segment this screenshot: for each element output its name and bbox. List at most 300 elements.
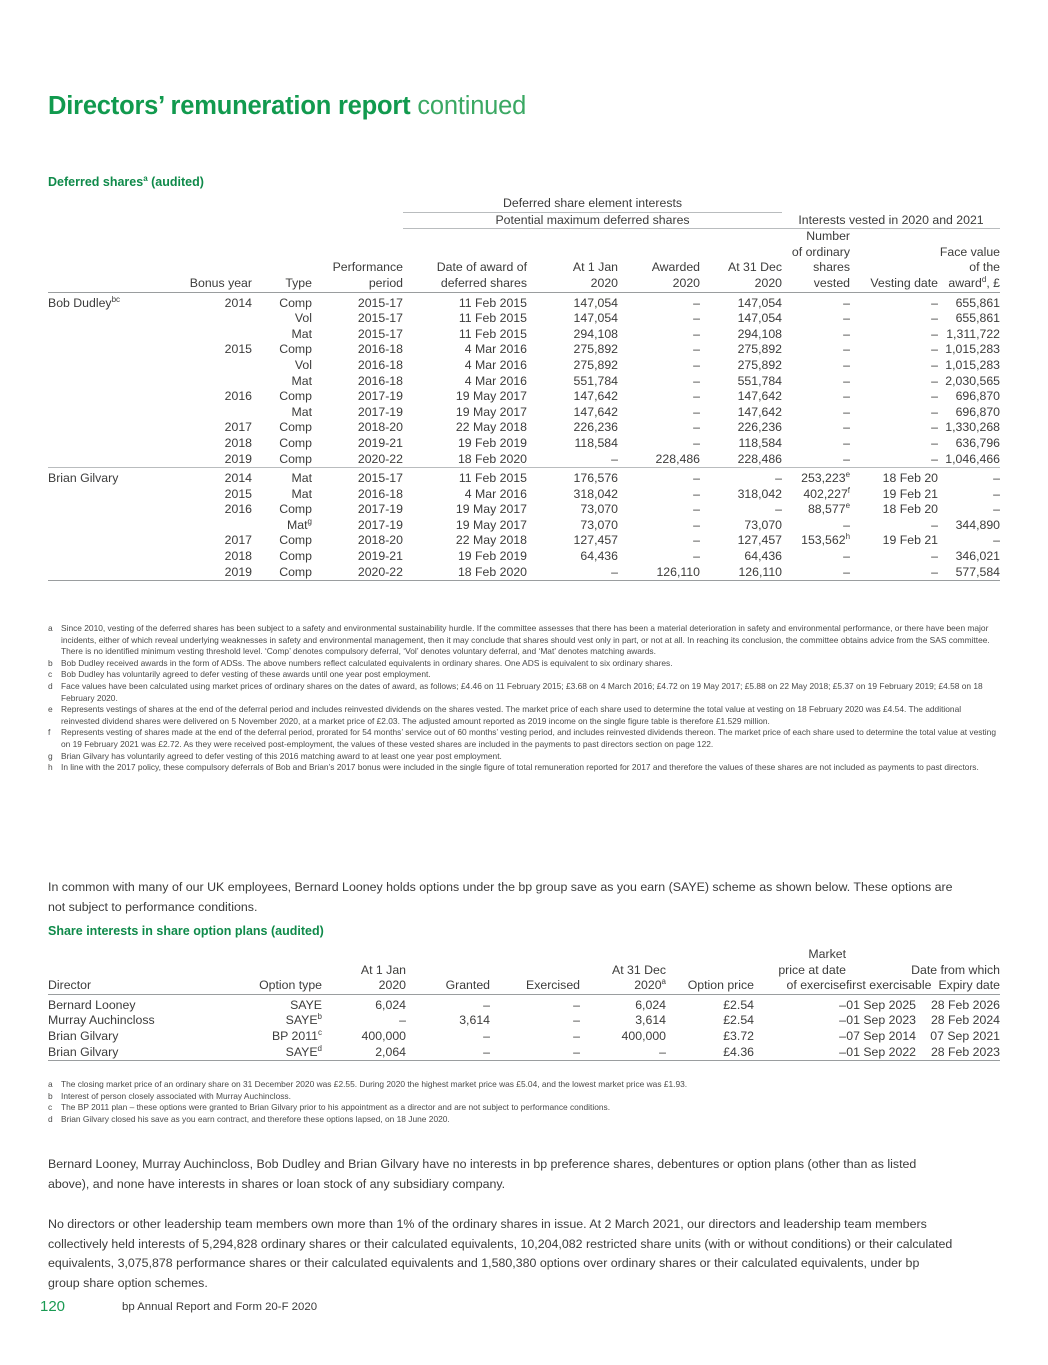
cell-face-value: 1,311,722 [946, 326, 1001, 341]
cell-awarded-2020: – [618, 468, 700, 487]
cell-at-1-jan-2020: 294,108 [573, 326, 618, 341]
cell-type: Comp [279, 342, 312, 357]
table-header-line-3 [48, 260, 1000, 276]
deferred-shares-footnotes [48, 623, 1000, 774]
director-name-footnote-mark: bc [111, 294, 121, 304]
cell-awarded-2020: – [693, 326, 700, 341]
cell-vesting-date: 19 Feb 21 [882, 533, 939, 548]
director-name [48, 327, 154, 343]
director-name [48, 420, 154, 436]
cell-vesting-date: 19 Feb 21 [882, 486, 939, 501]
cell-face-value: – [993, 533, 1001, 548]
cell-vesting-date: – [931, 373, 939, 388]
cell-at-31-dec-2020: 147,054 [737, 311, 783, 326]
cell-at-1-jan-2020: 147,642 [573, 389, 618, 404]
cell-performance-period: 2020-22 [357, 564, 403, 579]
col-vesting-date: Vesting date [870, 275, 939, 290]
footnote-marker: d [48, 680, 53, 691]
table-row [48, 452, 1000, 468]
col-first-exercisable-l1: Date from which [911, 962, 1000, 977]
footnote-marker: b [48, 657, 53, 668]
director-name [48, 518, 154, 534]
table-row [48, 549, 1000, 565]
cell-at-1-jan-2020: 64,436 [580, 549, 618, 564]
footnote-text: Represents vesting of shares made at the end of the deferral period, prorated for 54 months’ service out of 60 months’ vesting period, and includes reinvested dividends thereon. The market price of each share used to determine the total value at vesting on 19 February 2021 was £2.72. As they were received post-employment, the values of these vested shares are included in the payments to past directors section on page 122. [61, 727, 996, 749]
cell-type: Comp [252, 292, 312, 311]
cell-option-type-footnote-mark: d [317, 1043, 322, 1053]
cell-shares-vested: 88,577e [807, 501, 851, 517]
cell-awarded-2020: – [693, 486, 700, 501]
cell-granted: – [483, 1028, 490, 1043]
cell-shares-vested: – [843, 389, 851, 404]
cell-type: Vol [294, 311, 312, 326]
cell-market-price-at-exercise: – [839, 1028, 846, 1043]
cell-vesting-date: – [931, 342, 939, 357]
cell-type: Mat [291, 373, 312, 388]
cell-type-footnote-mark: g [307, 516, 312, 526]
cell-vesting-date: – [931, 326, 939, 341]
cell-date-of-award: 18 Feb 2020 [457, 451, 527, 466]
cell-shares-vested: – [843, 435, 851, 450]
footnote-marker: g [48, 750, 53, 761]
footnote [48, 727, 1000, 750]
cell-at-1-jan-2020: 2,064 [375, 1044, 406, 1059]
cell-first-exercisable: 01 Sep 2022 [846, 1044, 916, 1059]
cell-performance-period: 2019-21 [357, 549, 403, 564]
cell-at-31-dec-2020: 147,642 [737, 389, 783, 404]
table-row [48, 327, 1000, 343]
cell-vesting-date: – [850, 292, 938, 311]
cell-shares-vested: – [843, 311, 851, 326]
director-name [48, 487, 154, 503]
table-row [48, 502, 1000, 518]
cell-date-of-award: 18 Feb 2020 [457, 564, 527, 579]
cell-market-price-at-exercise: – [839, 1013, 846, 1028]
cell-awarded-2020: – [693, 311, 700, 326]
col-awarded-l1: Awarded [651, 260, 700, 275]
cell-at-1-jan-2020: 127,457 [573, 533, 618, 548]
cell-at-1-jan-2020: – [399, 1013, 406, 1028]
cell-date-of-award: 4 Mar 2016 [464, 342, 527, 357]
footnote [48, 681, 1000, 704]
col-option-type: Option type [259, 978, 322, 993]
footnote [48, 751, 1000, 763]
cell-at-31-dec-2020: 118,584 [738, 435, 783, 450]
cell-at-31-dec-2020: – [700, 468, 782, 487]
col-face-value-l1: Face value [939, 244, 1001, 259]
cell-shares-vested: – [843, 326, 851, 341]
cell-at-31-dec-2020: 318,042 [737, 486, 783, 501]
director-name [48, 358, 154, 374]
cell-at-31-dec-2020: – [775, 502, 783, 517]
col-market-price-l3: of exercise [786, 978, 846, 993]
col-at1jan-l2: 2020 [590, 275, 618, 290]
cell-performance-period: 2015-17 [312, 468, 403, 487]
col-date-award-l2: deferred shares [440, 275, 527, 290]
cell-performance-period: 2015-17 [357, 326, 403, 341]
footnote-marker: c [48, 669, 53, 680]
cell-date-of-award: 11 Feb 2015 [403, 468, 527, 487]
table-row [48, 342, 1000, 358]
table-row [48, 374, 1000, 390]
director-name [48, 342, 154, 358]
director-name: Brian Gilvary [48, 468, 154, 487]
table-header-line-4 [48, 276, 1000, 292]
cell-awarded-2020: – [693, 404, 700, 419]
deferred-shares-heading-tail: (audited) [147, 175, 204, 190]
cell-exercised: – [573, 1028, 580, 1043]
cell-at-1-jan-2020: – [611, 451, 618, 466]
cell-option-price: £2.54 [723, 1013, 754, 1028]
cell-at-31-dec-2020: 294,108 [737, 326, 783, 341]
cell-vesting-date: – [931, 404, 939, 419]
director-name [48, 533, 154, 549]
cell-shares-vested-footnote-mark: f [847, 485, 851, 495]
cell-type: Comp [279, 389, 312, 404]
cell-market-price-at-exercise: – [839, 1044, 846, 1059]
cell-director: Bernard Looney [48, 994, 196, 1013]
cell-shares-vested: – [843, 373, 851, 388]
cell-vesting-date: 18 Feb 20 [882, 502, 939, 517]
cell-shares-vested: 402,227$^f$ [803, 485, 851, 501]
footnote [48, 669, 1000, 681]
cell-awarded-2020: – [618, 292, 700, 311]
cell-date-of-award: 11 Feb 2015 [403, 292, 527, 311]
cell-bonus-year: 2017 [224, 533, 252, 548]
cell-type: Mat [252, 468, 312, 487]
cell-shares-vested: – [843, 517, 851, 532]
cell-performance-period: 2017-19 [357, 517, 403, 532]
director-name [48, 311, 154, 327]
cell-bonus-year: 2014 [154, 468, 252, 487]
footnote-marker: h [48, 762, 53, 773]
cell-granted: – [483, 1044, 490, 1059]
footnote-marker: e [48, 704, 53, 715]
footnote [48, 1102, 1000, 1114]
footnote-text: Represents vestings of shares at the end of the deferral period and includes reinvested dividends on the shares vested. The market price of each share used to determine the total value at vesting on 18 February 2020 was £4.54. The additional reinvested dividend shares were delivered on 5 November 2020, at a market price of £2.03. The adjusted amount reported as 2019 income on the single figure table is therefore £1.529 million. [61, 704, 962, 726]
cell-face-value: 344,890 [955, 517, 1001, 532]
cell-bonus-year: 2015 [224, 342, 252, 357]
table-row [48, 358, 1000, 374]
cell-bonus-year [154, 358, 252, 374]
cell-performance-period: 2016-18 [357, 373, 403, 388]
footnote-text: Interest of person closely associated with Murray Auchincloss. [61, 1090, 291, 1101]
cell-date-of-award: 4 Mar 2016 [464, 373, 527, 388]
cell-type: Comp [279, 564, 312, 579]
table-header-line-2 [48, 245, 1000, 261]
col-vested-l4: vested [813, 275, 851, 290]
col-performance-period-l2: period [368, 275, 403, 290]
cell-type: Mat [291, 404, 312, 419]
table-row [48, 487, 1000, 503]
footnote-marker: d [48, 1113, 53, 1124]
cell-type: Mat [291, 486, 312, 501]
col-opt-at31dec-footnote-mark: a [661, 977, 666, 987]
deferred-shares-heading-text: Deferred shares [48, 175, 144, 190]
group-header-deferred-share-element: Deferred share element interests [403, 196, 782, 212]
cell-at-31-dec-2020: 147,054 [700, 292, 782, 311]
cell-type: Comp [279, 451, 312, 466]
footnote [48, 1079, 1000, 1091]
cell-at-1-jan-2020: – [611, 564, 618, 579]
col-expiry-date: Expiry date [938, 978, 1000, 993]
footnote-marker: a [48, 623, 53, 633]
deferred-shares-heading-footnote-mark: a [143, 174, 148, 183]
director-name [48, 565, 154, 581]
cell-vesting-date: – [931, 435, 939, 450]
cell-granted: 3,614 [459, 1013, 490, 1028]
cell-date-of-award: 11 Feb 2015 [458, 311, 527, 326]
footer-page-number: 120 [40, 1298, 66, 1315]
cell-face-value: 696,870 [955, 389, 1001, 404]
cell-at-31-dec-2020: 127,457 [737, 533, 783, 548]
cell-at-31-dec-2020: 226,236 [737, 420, 783, 435]
col-opt-at1jan-l2: 2020 [378, 978, 406, 993]
footer-document-name: bp Annual Report and Form 20-F 2020 [122, 1301, 318, 1313]
cell-awarded-2020: 228,486 [655, 451, 700, 466]
cell-face-value: 1,015,283 [945, 357, 1001, 372]
col-opt-at31dec-l2: 2020$^a$ [634, 977, 666, 993]
cell-shares-vested: 153,562$^h$ [801, 532, 851, 548]
cell-date-of-award: 22 May 2018 [455, 420, 527, 435]
cell-awarded-2020: – [693, 420, 700, 435]
director-name [48, 452, 154, 468]
cell-at-1-jan-2020: 176,576 [527, 468, 618, 487]
cell-at-31-dec-2020: – [659, 1044, 666, 1059]
footnote-marker: c [48, 1102, 53, 1113]
col-at31dec-l2: 2020 [754, 275, 783, 290]
footnote-text: The BP 2011 plan – these options were granted to Brian Gilvary prior to his appointment as a director and are not subject to performance conditions. [61, 1102, 611, 1113]
cell-type: Vol [294, 357, 312, 372]
director-name [48, 389, 154, 405]
cell-face-value: – [993, 486, 1001, 501]
cell-exercised: – [573, 1013, 580, 1028]
cell-option-type: SAYE$^d$ [285, 1043, 322, 1059]
cell-shares-vested-footnote-mark: h [845, 532, 851, 542]
footnote-text: The closing market price of an ordinary share on 31 December 2020 was £2.55. During 2020 the highest market price was £5.04, and the lowest market price was £1.93. [61, 1079, 688, 1089]
footnote [48, 1091, 1000, 1103]
director-name [48, 436, 154, 452]
cell-awarded-2020: – [693, 373, 700, 388]
cell-exercised: – [490, 994, 580, 1013]
col-bonus-year: Bonus year [189, 275, 252, 290]
cell-vesting-date: 18 Feb 20 [850, 468, 938, 487]
cell-director: Brian Gilvary [48, 1044, 119, 1059]
cell-face-value: 636,796 [955, 435, 1001, 450]
cell-option-type: BP 2011$^c$ [271, 1027, 322, 1043]
cell-date-of-award: 19 May 2017 [455, 517, 527, 532]
page-title-main: Directors’ remuneration report [48, 92, 411, 120]
cell-type: Comp [279, 549, 312, 564]
cell-face-value: 655,861 [938, 292, 1000, 311]
cell-shares-vested: – [843, 420, 851, 435]
cell-face-value: 2,030,565 [945, 373, 1001, 388]
footnote-text: In line with the 2017 policy, these compulsory deferrals of Bob and Brian’s 2017 bonus were included in the single figure of total remuneration reported for 2017 and therefore the values of these shares are not included as payments to past directors. [61, 762, 979, 773]
col-market-price-l1: Market [808, 947, 846, 961]
col-type: Type [285, 275, 312, 290]
cell-bonus-year: 2016 [224, 502, 252, 517]
table-group-header-row-2 [48, 212, 1000, 229]
cell-at-1-jan-2020: 551,784 [573, 373, 618, 388]
cell-expiry-date: 28 Feb 2024 [930, 1013, 1000, 1028]
cell-bonus-year: 2018 [224, 549, 252, 564]
footnote-marker: f [48, 727, 51, 738]
share-option-plans-heading: Share interests in share option plans (audited) [48, 924, 324, 938]
footnote-text: Face values have been calculated using market prices of ordinary shares on the dates of award, as follows; £4.46 on 11 February 2015; £3.68 on 4 March 2016; £4.72 on 19 May 2017; £5.88 on 22 May 2018; £5.37 on 19 February 2019; £4.58 on 18 February 2020. [61, 680, 983, 703]
col-option-price: Option price [687, 978, 754, 993]
table-row [48, 405, 1000, 421]
cell-bonus-year: 2019 [224, 564, 252, 579]
footnote-text: Since 2010, vesting of the deferred shares has been subject to a safety and environmental sustainability hurdle. If the committee assesses that there has been a material deterioration in safety and environmental performance, or there have been major incidents, either of which reveal underlying weaknesses in safety and environmental management, then it may conclude that shares should vest only in part, or not at all. In reaching its conclusion, the committee obtains advice from the SAS committee. There is no identified minimum vesting threshold level. ‘Comp’ denotes compulsory deferral, ‘Vol’ denotes voluntary deferral, and ‘Mat’ denotes matching awards. [61, 623, 990, 657]
rule [48, 1061, 1000, 1064]
cell-at-1-jan-2020: 118,584 [574, 435, 618, 450]
page-title [48, 92, 526, 121]
options-header-line-3 [48, 978, 1000, 994]
cell-date-of-award: 19 Feb 2019 [457, 435, 527, 450]
cell-vesting-date: – [931, 357, 939, 372]
cell-face-value: 577,584 [955, 564, 1001, 579]
cell-face-value: – [993, 502, 1001, 517]
deferred-shares-table-body [48, 292, 1000, 583]
cell-performance-period: 2016-18 [357, 357, 403, 372]
cell-performance-period: 2016-18 [357, 486, 403, 501]
table-row [48, 436, 1000, 452]
cell-at-31-dec-2020: 551,784 [737, 373, 783, 388]
cell-at-1-jan-2020: 147,054 [527, 292, 618, 311]
cell-at-31-dec-2020: 126,110 [738, 564, 783, 579]
cell-shares-vested: – [843, 451, 851, 466]
cell-vesting-date: – [931, 517, 939, 532]
footnote [48, 762, 1000, 774]
cell-at-31-dec-2020: 400,000 [621, 1028, 666, 1043]
table-row [48, 292, 1000, 311]
cell-bonus-year: 2019 [224, 451, 252, 466]
cell-type: Comp [279, 420, 312, 435]
deferred-shares-table [48, 196, 1000, 583]
cell-option-price: £2.54 [666, 994, 754, 1013]
footnote [48, 658, 1000, 670]
col-at31dec-l1: At 31 Dec [728, 260, 783, 275]
table-row [48, 468, 1000, 487]
cell-shares-vested: – [843, 342, 851, 357]
table-row [48, 518, 1000, 534]
col-face-value-l3: award$^d$, £ [948, 274, 1001, 290]
footnote [48, 623, 1000, 658]
cell-at-31-dec-2020: 275,892 [737, 342, 783, 357]
cell-performance-period: 2017-19 [357, 502, 403, 517]
cell-performance-period: 2018-20 [357, 420, 403, 435]
cell-at-1-jan-2020: 6,024 [322, 994, 406, 1013]
deferred-shares-table-wrap [48, 196, 1000, 583]
cell-shares-vested: 253,223e [782, 468, 850, 487]
cell-option-price: £4.36 [723, 1044, 754, 1059]
col-first-exercisable-l2: first exercisable [846, 978, 932, 993]
cell-option-type-footnote-mark: b [317, 1012, 322, 1022]
cell-date-of-award: 4 Mar 2016 [464, 357, 527, 372]
col-face-value-footnote-mark: d [981, 274, 987, 284]
cell-performance-period: 2017-19 [357, 389, 403, 404]
director-name: Bob Dudley$^{bc}$ [48, 292, 154, 311]
col-at1jan-l1: At 1 Jan [572, 260, 618, 275]
table-row [48, 420, 1000, 436]
saye-intro-paragraph: In common with many of our UK employees, Bernard Looney holds options under the bp group save as you earn (SAYE) scheme as shown below. These options are not subject to performance conditions. [48, 880, 953, 914]
cell-type: Comp [279, 435, 312, 450]
cell-vesting-date: – [931, 389, 939, 404]
cell-expiry-date: 07 Sep 2021 [930, 1028, 1000, 1043]
director-name [48, 405, 154, 421]
options-header-line-1 [48, 947, 1000, 963]
table-row [48, 389, 1000, 405]
group-header-interests-vested: Interests vested in 2020 and 2021 [782, 212, 1000, 229]
cell-bonus-year [154, 327, 252, 343]
cell-vesting-date: – [931, 420, 939, 435]
footnote-text: Brian Gilvary closed his save as you earn contract, and therefore these options lapsed, on 18 June 2020. [61, 1113, 450, 1124]
footnote [48, 704, 1000, 727]
col-opt-at1jan-l1: At 1 Jan [360, 962, 406, 977]
cell-face-value: 655,861 [955, 311, 1001, 326]
col-performance-period-l1: Performance [332, 260, 403, 275]
cell-shares-vested: – [843, 549, 851, 564]
footnote-text: Bob Dudley has voluntarily agreed to defer vesting of these awards until one year post employment. [61, 669, 431, 680]
cell-date-of-award: 11 Feb 2015 [458, 326, 527, 341]
director-name [48, 502, 154, 518]
cell-bonus-year: 2014 [154, 292, 252, 311]
cell-awarded-2020: 126,110 [656, 564, 700, 579]
director-name [48, 549, 154, 565]
cell-bonus-year [154, 405, 252, 421]
cell-at-1-jan-2020: 147,054 [573, 311, 618, 326]
table-group-header-row-1 [48, 196, 1000, 212]
col-opt-at31dec-l1: At 31 Dec [612, 962, 666, 977]
cell-awarded-2020: – [693, 533, 700, 548]
cell-at-31-dec-2020: 3,614 [635, 1013, 666, 1028]
table-header-line-1 [48, 229, 1000, 245]
cell-awarded-2020: – [693, 502, 700, 517]
cell-expiry-date: 28 Feb 2026 [916, 994, 1000, 1013]
cell-bonus-year: 2015 [224, 486, 252, 501]
col-exercised: Exercised [526, 978, 580, 993]
col-vested-l3: shares [813, 260, 851, 275]
share-options-table-body [48, 994, 1000, 1063]
cell-exercised: – [573, 1044, 580, 1059]
cell-type: Mat$^g$ [287, 516, 312, 532]
cell-performance-period: 2015-17 [357, 311, 403, 326]
cell-option-type-footnote-mark: c [318, 1027, 322, 1037]
cell-at-31-dec-2020: 6,024 [580, 994, 666, 1013]
cell-type: Comp [279, 502, 312, 517]
cell-performance-period: 2017-19 [357, 404, 403, 419]
cell-first-exercisable: 01 Sep 2023 [846, 1013, 916, 1028]
table-row [48, 994, 1000, 1013]
footnote-marker: b [48, 1090, 53, 1101]
cell-shares-vested-footnote-mark: e [845, 470, 851, 479]
cell-market-price-at-exercise: – [754, 994, 846, 1013]
cell-awarded-2020: – [693, 389, 700, 404]
table-row [48, 565, 1000, 581]
cell-bonus-year [154, 374, 252, 390]
cell-option-type: SAYE [196, 994, 322, 1013]
col-face-value-l2: of the [969, 260, 1001, 275]
cell-at-31-dec-2020: 275,892 [737, 357, 783, 372]
cell-type: Mat [291, 326, 312, 341]
cell-face-value: 1,330,268 [945, 420, 1001, 435]
deferred-shares-heading [48, 174, 204, 189]
cell-awarded-2020: – [693, 357, 700, 372]
cell-face-value: 696,870 [955, 404, 1001, 419]
cell-awarded-2020: – [693, 435, 700, 450]
cell-awarded-2020: – [693, 549, 700, 564]
cell-first-exercisable: 07 Sep 2014 [846, 1028, 916, 1043]
